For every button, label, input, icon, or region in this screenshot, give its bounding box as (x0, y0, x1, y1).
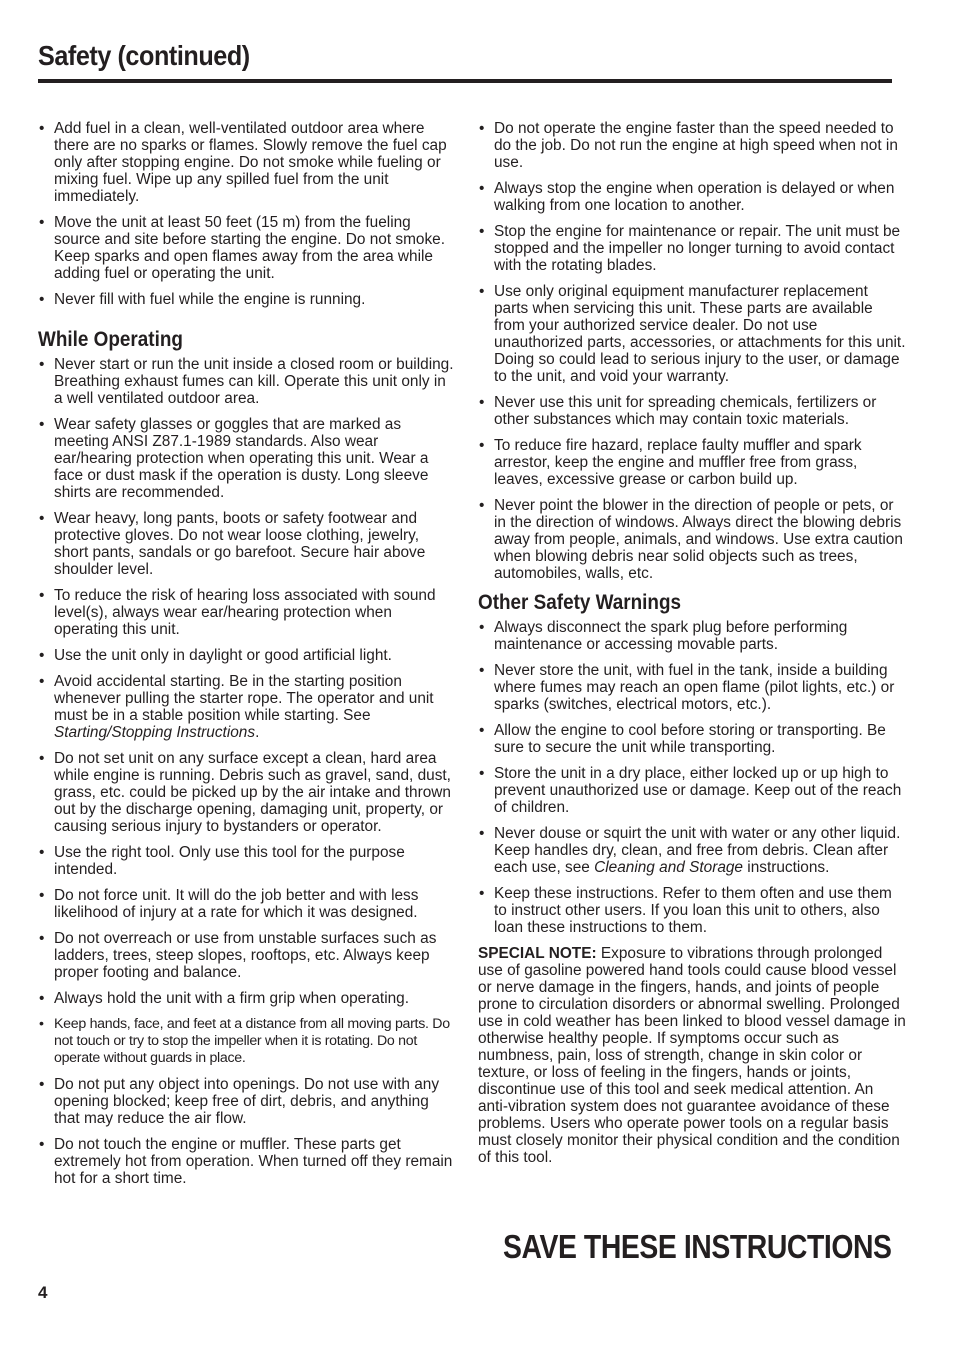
list-item: • Use the unit only in daylight or good artificial light. (38, 647, 454, 664)
list-item-text-end: instructions. (743, 859, 830, 876)
starting-stopping-reference: Starting/Stopping Instructions (54, 724, 256, 741)
list-item (38, 673, 454, 741)
engine-safety-list (478, 120, 906, 582)
list-item-text: Avoid accidental starting. Be in the starting position whenever pulling the starter rope. The operator and unit must be in a stable position while starting. See (54, 673, 434, 724)
list-item: • Move the unit at least 50 feet (15 m) from the fueling source and site before starting the engine. Do not smoke. Keep sparks and open flames away from the area while adding fuel or operating the unit. (38, 214, 454, 282)
list-item (478, 825, 906, 876)
list-item: • To reduce the risk of hearing loss associated with sound level(s), always wear ear/hearing protection when operating this unit. (38, 587, 454, 638)
title-divider (38, 79, 892, 83)
list-item: • Always disconnect the spark plug before performing maintenance or accessing movable parts. (478, 619, 906, 653)
list-item: • Wear heavy, long pants, boots or safety footwear and protective gloves. Do not wear loose clothing, jewelry, short pants, sandals or go barefoot. Secure hair above shoulder level. (38, 510, 454, 578)
page-title: Safety (continued) (38, 40, 250, 71)
special-note-text: Exposure to vibrations through prolonged use of gasoline powered hand tools could cause blood vessel or nerve damage in the fingers, hands, and joints of people prone to circulation disorders or abnormal swelling. Prolonged use in cold weather has been linked to blood vessel damage in otherwise healthy people. If symptoms occur such as numbness, pain, loss of strength, change in skin color or texture, or loss of feeling in the fingers, hands or joints, discontinue use of this tool and seek medical attention. An anti-vibration system does not guarantee avoidance of these problems. Users who operate power tools on a regular basis must closely monitor their physical condition and the condition of this tool. (478, 945, 906, 1166)
page-number: 4 (38, 1283, 48, 1302)
list-item: • Store the unit in a dry place, either locked up or up high to prevent unauthorized use or damage. Keep out of the reach of children. (478, 765, 906, 816)
list-item: • Always stop the engine when operation is delayed or when walking from one location to another. (478, 180, 906, 214)
special-note-label: SPECIAL NOTE: (478, 945, 597, 962)
operating-list (38, 356, 454, 1187)
list-item: • Keep hands, face, and feet at a distance from all moving parts. Do not touch or try to stop the impeller when it is rotating. Do not operate without guards in place. (38, 1016, 454, 1067)
list-item: • Do not set unit on any surface except a clean, hard area while engine is running. Debris such as gravel, sand, dust, grass, etc. could be picked up by the air intake and thrown out by the discharge opening, damaging unit, property, or causing serious injury to bystanders or operator. (38, 750, 454, 835)
list-item: • Add fuel in a clean, well-ventilated outdoor area where there are no sparks or flames. Slowly remove the fuel cap only after stopping engine. Do not smoke while fueling or mixing fuel. Wipe up any spilled fuel from the unit immediately. (38, 120, 454, 205)
while-operating-heading: While Operating (38, 328, 183, 351)
other-safety-warnings-heading: Other Safety Warnings (478, 591, 682, 614)
save-instructions-banner: SAVE THESE INSTRUCTIONS (503, 1228, 892, 1265)
list-item: • Never start or run the unit inside a closed room or building. Breathing exhaust fumes can kill. Operate this unit only in a well ventilated outdoor area. (38, 356, 454, 407)
list-item: • Always hold the unit with a firm grip when operating. (38, 990, 454, 1007)
list-item-text-end: . (255, 724, 260, 741)
list-item: • Allow the engine to cool before storing or transporting. Be sure to secure the unit while transporting. (478, 722, 906, 756)
list-item: • Keep these instructions. Refer to them often and use them to instruct other users. If you loan this unit to others, also loan these instructions to them. (478, 885, 906, 936)
list-item: • Do not force unit. It will do the job better and with less likelihood of injury at a rate for which it was designed. (38, 887, 454, 921)
list-item: • To reduce fire hazard, replace faulty muffler and spark arrestor, keep the engine and muffler free from grass, leaves, excessive grease or carbon build up. (478, 437, 906, 488)
fueling-list (38, 120, 454, 308)
list-item: • Never use this unit for spreading chemicals, fertilizers or other substances which may contain toxic materials. (478, 394, 906, 428)
list-item: • Use only original equipment manufacturer replacement parts when servicing this unit. These parts are available from your authorized service dealer. Do not use unauthorized parts, accessories, or attachments for this unit. Doing so could lead to serious injury to the user, or damage to the unit, and void your warranty. (478, 283, 906, 385)
list-item: • Never fill with fuel while the engine is running. (38, 291, 454, 308)
left-column (38, 120, 454, 1196)
list-item: • Never store the unit, with fuel in the tank, inside a building where fumes may reach an open flame (pilot lights, etc.) or sparks (switches, electrical motors, etc.). (478, 662, 906, 713)
list-item: • Never point the blower in the direction of people or pets, or in the direction of windows. Always direct the blowing debris away from people, animals, and windows. Use extra caution when blowing debris near solid objects such as trees, automobiles, walls, etc. (478, 497, 906, 582)
list-item: • Do not overreach or use from unstable surfaces such as ladders, trees, steep slopes, rooftops, etc. Always keep proper footing and balance. (38, 930, 454, 981)
special-note (478, 945, 906, 1166)
cleaning-storage-reference: Cleaning and Storage (594, 859, 743, 876)
list-item: • Stop the engine for maintenance or repair. The unit must be stopped and the impeller no longer turning to avoid contact with the rotating blades. (478, 223, 906, 274)
list-item: • Do not operate the engine faster than the speed needed to do the job. Do not run the engine at high speed when not in use. (478, 120, 906, 171)
list-item: • Do not put any object into openings. Do not use with any opening blocked; keep free of dirt, debris, and anything that may reduce the air flow. (38, 1076, 454, 1127)
list-item: • Use the right tool. Only use this tool for the purpose intended. (38, 844, 454, 878)
other-warnings-list (478, 619, 906, 936)
list-item: • Do not touch the engine or muffler. These parts get extremely hot from operation. When turned off they remain hot for a short time. (38, 1136, 454, 1187)
right-column (478, 120, 906, 1166)
list-item-text: Never douse or squirt the unit with water or any other liquid. Keep handles dry, clean, and free from debris. Clean after each use, see (494, 825, 901, 876)
list-item: • Wear safety glasses or goggles that are marked as meeting ANSI Z87.1-1989 standards. Also wear ear/hearing protection when operating this unit. Wear a face or dust mask if the operation is dusty. Long sleeve shirts are recommended. (38, 416, 454, 501)
